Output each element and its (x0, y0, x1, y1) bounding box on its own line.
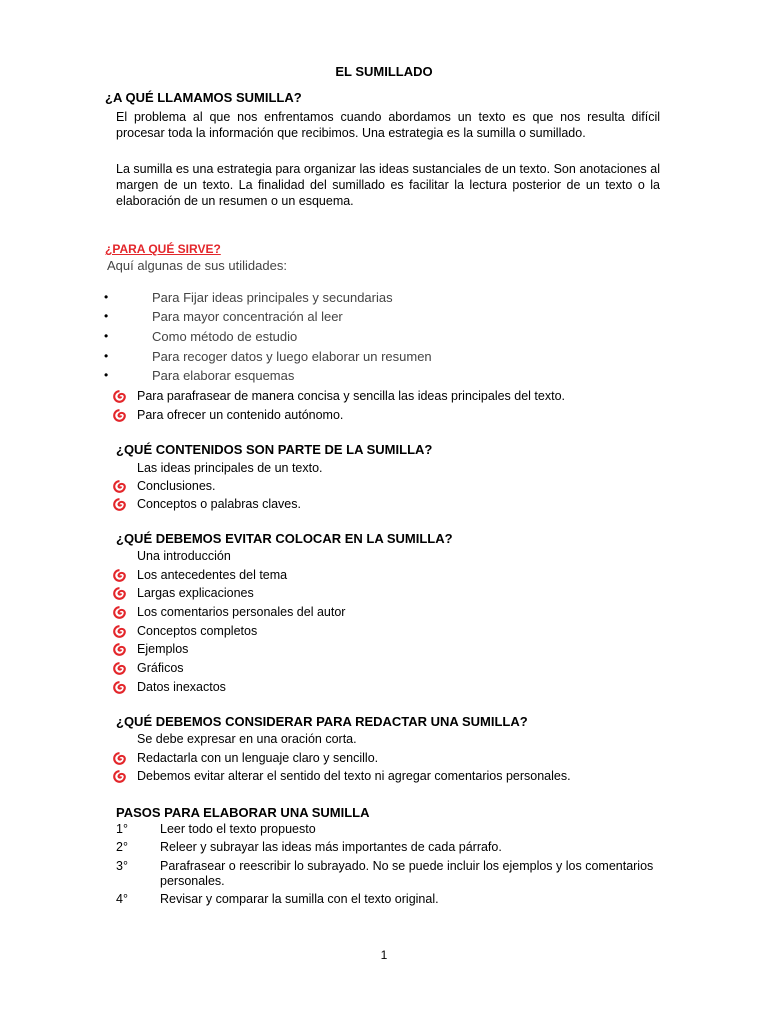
bullet-dot-icon: • (104, 290, 109, 304)
swirl-bullet-icon (113, 681, 126, 694)
paragraph-definition: La sumilla es una estrategia para organizar las ideas sustanciales de un texto. Son anotaciones al margen de un texto. La finalidad del sumillado es facilitar la lectura posterior de un texto o la elaboración de un resumen o un esquema. (116, 162, 660, 208)
swirl-bullet-icon (113, 409, 126, 422)
paragraph-problem: El problema al que nos enfrentamos cuando abordamos un texto es que nos resulta difícil procesar toda la información que recibimos. Una estrategia es la sumilla o sumillado. (116, 110, 660, 140)
swirl-bullet-icon (113, 770, 126, 783)
bullet-dot-icon: • (104, 309, 109, 323)
heading-contenidos: ¿QUÉ CONTENIDOS SON PARTE DE LA SUMILLA? (116, 442, 433, 457)
heading-evitar: ¿QUÉ DEBEMOS EVITAR COLOCAR EN LA SUMILLA? (116, 531, 453, 546)
swirl-bullet-icon (113, 498, 126, 511)
swirl-bullet-icon (113, 569, 126, 582)
step-text: Releer y subrayar las ideas más importantes de cada párrafo. (160, 840, 502, 854)
swirl-bullet-icon (113, 606, 126, 619)
heading-que-llamamos: ¿A QUÉ LLAMAMOS SUMILLA? (105, 90, 302, 105)
list-item: Una introducción (137, 549, 231, 563)
document-page: EL SUMILLADO ¿A QUÉ LLAMAMOS SUMILLA? El problema al que nos enfrentamos cuando abordamos un texto es que nos resulta difícil procesar toda la información que recibimos. Una estrategia es la sumilla o sumillado. La sumilla es una estrategia para organizar las ideas sustanciales de un texto. Son anotaciones al margen de un texto. La finalidad del sumillado es facilitar la lectura posterior de un texto o la elaboración de un resumen o un esquema. ¿PARA QUÉ SIRVE? Aquí algunas de sus utilidades: • Para Fijar ideas principales y secundarias • Para mayor concentración al leer • Como método de estudio • Para recoger datos y luego elaborar un resumen • Para elaborar esquemas Para parafrasear de manera concisa y sencilla las ideas principales del texto. Para ofrecer un contenido autónomo. ¿QUÉ CONTENIDOS SON PARTE DE LA SUMILLA? Las ideas principales de un texto. Conclusiones. Conceptos o palabras claves. ¿QUÉ DEBEMOS EVITAR COLOCAR EN LA SUMILLA? Una introducción Los antecedentes del tema Largas explicaciones Los comentarios personales del autor Conceptos completos Ejemplos Gráficos Datos inexactos ¿QUÉ DEBEMOS CONSIDERAR PARA REDACTAR UNA SUMILLA? Se debe expresar en una oración corta. Redactarla con un lenguaje claro y sencillo. Debemos evitar alterar el sentido del texto ni agregar comentarios personales. PASOS PARA ELABORAR UNA SUMILLA 1° Leer todo el texto propuesto 2° Releer y subrayar las ideas más importantes de cada párrafo. 3° Parafrasear o reescribir lo subrayado. No se puede incluir los ejemplos y los comentarios personales. 4° Revisar y comparar la sumilla con el texto original. 1 (0, 0, 768, 1024)
bullet-dot-icon: • (104, 329, 109, 343)
list-item: Se debe expresar en una oración corta. (137, 732, 357, 746)
step-number: 1° (116, 822, 128, 836)
swirl-bullet-icon (113, 587, 126, 600)
step-text: Revisar y comparar la sumilla con el texto original. (160, 892, 439, 906)
document-title: EL SUMILLADO (335, 64, 433, 79)
swirl-bullet-icon (113, 752, 126, 765)
step-number: 4° (116, 892, 128, 906)
list-item: Las ideas principales de un texto. (137, 461, 323, 475)
step-text: Leer todo el texto propuesto (160, 822, 316, 836)
bullet-dot-icon: • (104, 349, 109, 363)
step-number: 3° (116, 859, 128, 873)
heading-considerar: ¿QUÉ DEBEMOS CONSIDERAR PARA REDACTAR UNA SUMILLA? (116, 714, 528, 729)
swirl-bullet-icon (113, 662, 126, 675)
utilities-intro: Aquí algunas de sus utilidades: (107, 258, 287, 273)
swirl-bullet-icon (113, 625, 126, 638)
swirl-bullet-icon (113, 643, 126, 656)
page-number: 1 (380, 948, 388, 962)
heading-para-que-sirve: ¿PARA QUÉ SIRVE? (105, 242, 221, 256)
step-number: 2° (116, 840, 128, 854)
heading-pasos: PASOS PARA ELABORAR UNA SUMILLA (116, 805, 370, 820)
step-text: Parafrasear o reescribir lo subrayado. No se puede incluir los ejemplos y los comentarios personales. (160, 859, 654, 888)
swirl-bullet-icon (113, 390, 126, 403)
swirl-bullet-icon (113, 480, 126, 493)
bullet-dot-icon: • (104, 368, 109, 382)
